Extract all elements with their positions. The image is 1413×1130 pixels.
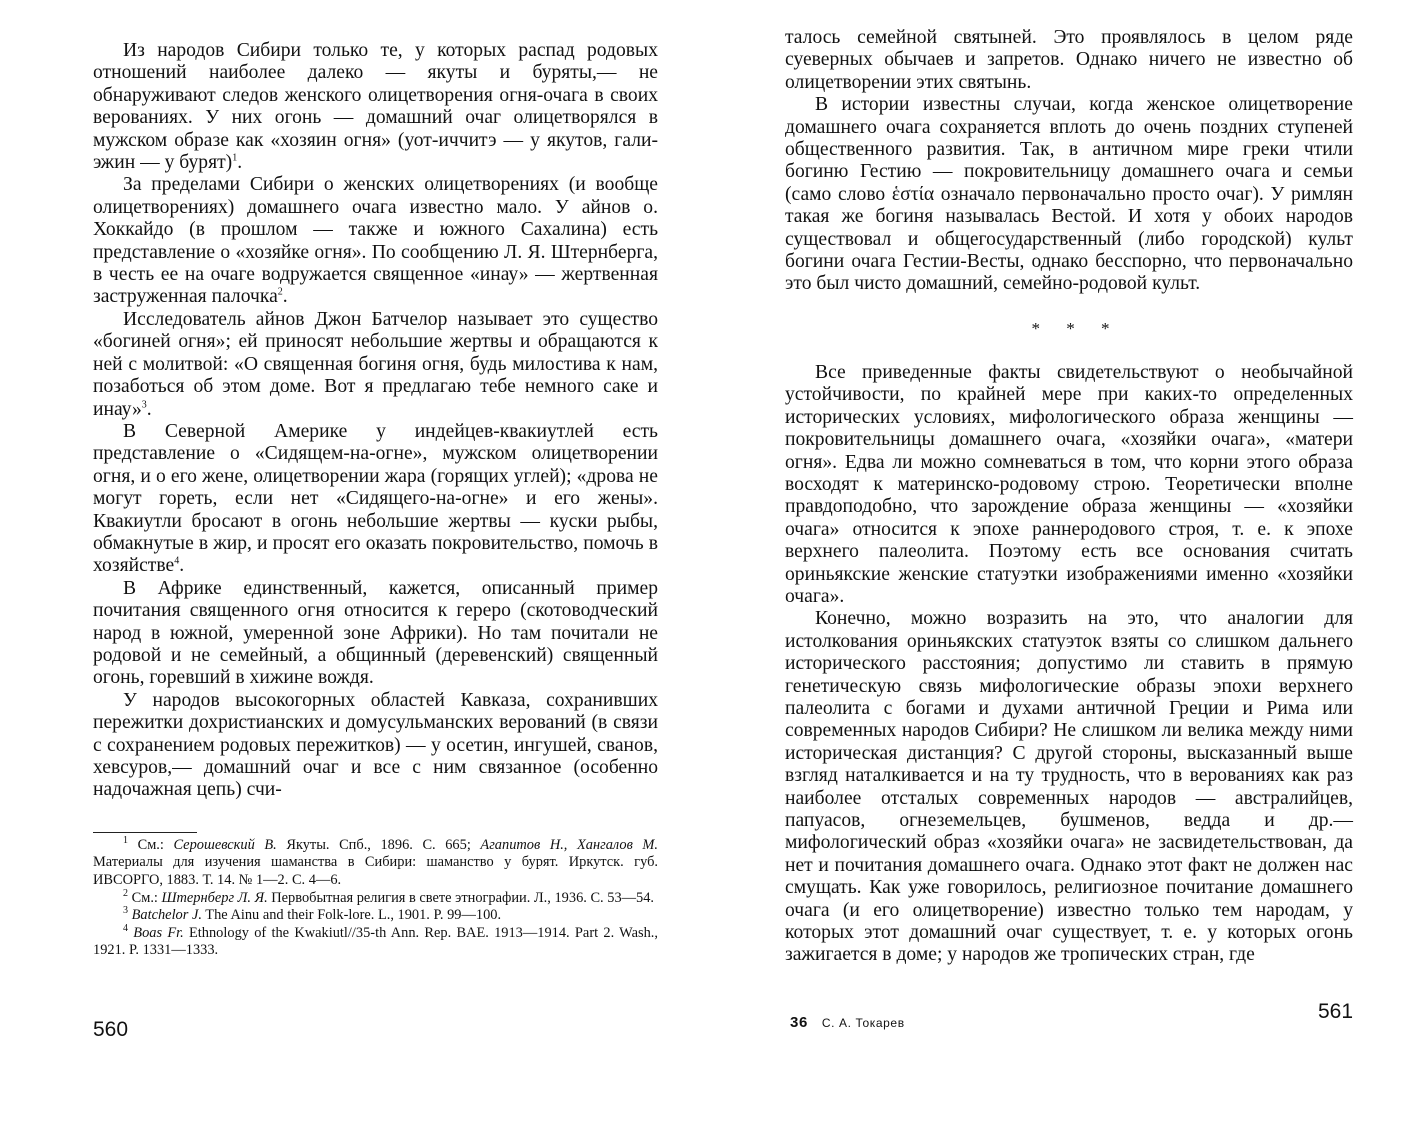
footnote-ref[interactable]: 4 — [174, 555, 180, 567]
footnotes — [93, 837, 658, 960]
paragraph: За пределами Сибири о женских олицетворениях (и вообще олицетворениях) домашнего очага известно мало. У айнов о. Хоккайдо (в прошлом — также и южного Сахалина) есть представление о «хозяйке огня». По сообщению Л. Я. Штернберга, в честь ее на очаге водружается священное «инау» — жертвенная заструженная палочка$^2$. — [93, 174, 658, 308]
paragraph: В Северной Америке у индейцев-квакиутлей есть представление о «Сидящем-на-огне», мужском олицетворении огня, и о его жене, олицетворении жара (горящих углей); «дрова не могут гореть, если нет «Сидящего-на-огне» и его жены». Квакиутли бросают в огонь небольшие жертвы — куски рыбы, обмакнутые в жир, и просят его оказать покровительство, помочь в хозяйстве$^4$. — [93, 420, 658, 577]
footnote-ref[interactable]: 3 — [141, 398, 147, 410]
printer-signature: 36 С. А. Токарев — [790, 1014, 905, 1031]
right-page — [785, 0, 1353, 967]
footnote: $^1$ См.: Серошевский В. Якуты. Спб., 1896. С. 665; Агапитов Н., Хангалов М. Материалы для изучения шаманства в Сибири: шаманство у бурят. Иркутск. губ. ИВСОРГО, 1883. Т. 14. № 1—2. С. 4—6. — [93, 835, 658, 888]
left-page-body — [93, 40, 658, 802]
right-page-body — [785, 27, 1353, 967]
paragraph: Исследователь айнов Джон Батчелор называет это существо «богиней огня»; ей приносят небольшие жертвы и обращаются к ней с молитвой: «О священная богиня огня, будь милостива к нам, позаботься об этом доме. Вот я предлагаю тебе немного саке и инау»$^3$. — [93, 308, 658, 420]
footnote-ref[interactable]: 2 — [277, 286, 283, 298]
page-number: 560 — [93, 1018, 129, 1041]
footnote-rule — [93, 832, 197, 833]
footnote: $^4$ Boas Fr. Ethnology of the Kwakiutl//35-th Ann. Rep. BAE. 1913—1914. Part 2. Wash., 1921. P. 1331—1333. — [93, 922, 658, 959]
paragraph: талось семейной святыней. Это проявлялось в целом ряде суеверных обычаев и запретов. Однако ничего не известно об олицетворении этих святынь. — [785, 27, 1353, 93]
paragraph: Из народов Сибири только те, у которых распад родовых отношений наиболее далеко — якуты и буряты,— не обнаруживают следов женского олицетворения огня-очага в своих верованиях. У них огонь — домашний очаг олицетворялся в мужском образе как «хозяин огня» (уот-иччитэ — у якутов, гали-эжин — у бурят)$^1$. — [93, 40, 658, 174]
paragraph: У народов высокогорных областей Кавказа, сохранивших пережитки дохристианских и домусульманских верований (в связи с сохранением родовых пережитков) — у осетин, ингушей, сванов, хевсуров,— домашний очаг и все с ним связанное (особенно надочажная цепь) счи- — [93, 689, 658, 801]
footnote: $^3$ Batchelor J. The Ainu and their Folk-lore. L., 1901. P. 99—100. — [123, 905, 502, 924]
footnote: $^2$ См.: Штернберг Л. Я. Первобытная религия в свете этнографии. Л., 1936. С. 53—54. — [123, 887, 655, 906]
left-page — [93, 0, 658, 960]
section-divider: * * * — [1031, 318, 1121, 338]
paragraph: Конечно, можно возразить на это, что аналогии для истолкования ориньякских статуэток взяты со слишком дальнего исторического расстояния; допустимо ли ставить в прямую генетическую связь мифологические образы эпохи верхнего палеолита с богами и духами античной Греции и Рима или современных народов Сибири? Не слишком ли велика между ними историческая дистанция? С другой стороны, высказанный выше взгляд наталкивается и на ту трудность, что в верованиях как раз наиболее отсталых современных народов — австралийцев, папуасов, огнеземельцев, бушменов, ведда и др.— мифологический образ «хозяйки очага» не засвидетельствован, да нет и почитания домашнего очага. Однако этот факт не должен нас смущать. Как уже говорилось, религиозное почитание домашнего очага (и его олицетворение) известно только тем народам, у которых этот домашний очаг существует, т. е. у которых огонь зажигается в доме; у народов же тропических стран, где — [785, 608, 1353, 966]
page-number: 561 — [1318, 1000, 1354, 1023]
footnote-ref[interactable]: 1 — [232, 152, 238, 164]
paragraph: В Африке единственный, кажется, описанный пример почитания священного огня относится к гереро (скотоводческий народ в южной, умеренной зоне Африки). Но там почитали не родовой и не семейный, а общинный (деревенский) священный огонь, горевший в хижине вождя. — [93, 577, 658, 689]
paragraph: Все приведенные факты свидетельствуют о необычайной устойчивости, по крайней мере при каких-то определенных исторических условиях, мифологического образа женщины — покровительницы домашнего очага, «хозяйки очага», «матери огня». Едва ли можно сомневаться в том, что корни этого образа восходят к материнско-родовому строю. Теоретически вполне правдоподобно, что зарождение образа женщины — «хозяйки очага» относится к эпохе раннеродового строя, т. е. к эпохе верхнего палеолита. Поэтому есть все основания считать ориньякские женские статуэтки изображениями именно «хозяйки очага». — [785, 361, 1353, 607]
paragraph: В истории известны случаи, когда женское олицетворение домашнего очага сохраняется вплоть до очень поздних ступеней общественного развития. Так, в античном мире греки чтили богиню Гестию — покровительницу домашнего очага и семьи (само слово ἑστία означало первоначально просто очаг). У римлян такая же богиня называлась Вестой. И хотя у обоих народов существовал и общегосударственный (либо городской) культ богини очага Гестии-Весты, однако бесспорно, что первоначально это был чисто домашний, семейно-родовой культ. — [785, 94, 1353, 295]
